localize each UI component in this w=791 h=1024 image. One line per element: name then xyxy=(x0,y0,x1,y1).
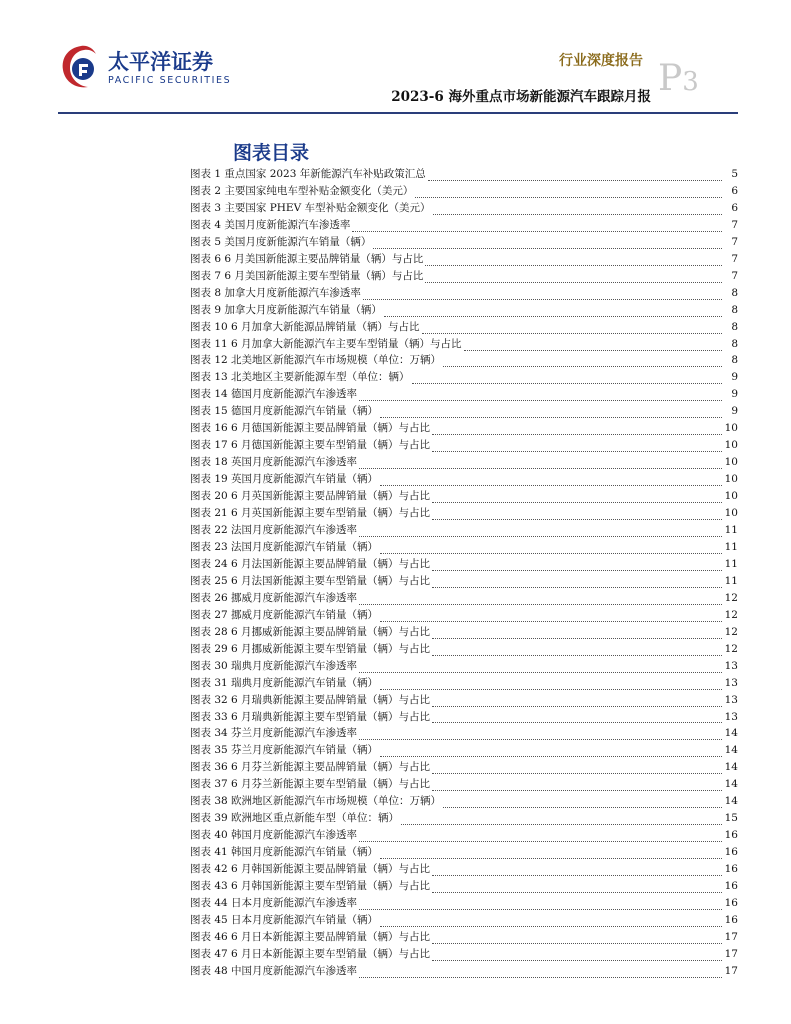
toc-entry-label[interactable]: 图表 6 6 月美国新能源主要品牌销量（辆）与占比 xyxy=(190,252,424,265)
toc-leader-dots xyxy=(432,509,722,520)
toc-entry[interactable] xyxy=(190,946,738,963)
toc-entry-page[interactable]: 15 xyxy=(724,812,738,825)
toc-entry[interactable] xyxy=(190,725,738,742)
toc-entry[interactable] xyxy=(190,861,738,878)
toc-entry-label[interactable]: 图表 42 6 月韩国新能源主要品牌销量（辆）与占比 xyxy=(190,863,431,876)
toc-entry-label[interactable]: 图表 40 韩国月度新能源汽车渗透率 xyxy=(190,829,358,842)
page-digit: 3 xyxy=(682,67,699,97)
toc-entry-label[interactable]: 图表 30 瑞典月度新能源汽车渗透率 xyxy=(190,659,358,672)
toc-entry-page[interactable]: 8 xyxy=(731,286,738,299)
toc-entry[interactable] xyxy=(190,624,738,641)
toc-entry-page[interactable]: 9 xyxy=(731,388,738,401)
toc-entry[interactable] xyxy=(190,827,738,844)
toc-entry[interactable] xyxy=(190,234,738,251)
report-title: 2023-6 海外重点市场新能源汽车跟踪月报 xyxy=(391,89,651,105)
toc-entry-label[interactable]: 图表 2 主要国家纯电车型补贴金额变化（美元） xyxy=(190,184,414,197)
toc-entry-label[interactable]: 图表 15 德国月度新能源汽车销量（辆） xyxy=(190,405,379,418)
toc-leader-dots xyxy=(432,577,722,588)
toc-entry-page[interactable]: 10 xyxy=(724,456,738,469)
toc-entry[interactable] xyxy=(190,709,738,726)
toc-entry-label[interactable]: 图表 18 英国月度新能源汽车渗透率 xyxy=(190,456,358,469)
toc-entry[interactable] xyxy=(190,302,738,319)
toc-entry-page[interactable]: 16 xyxy=(724,896,738,909)
toc-leader-dots xyxy=(380,475,722,486)
toc-entry-page[interactable]: 16 xyxy=(724,913,738,926)
toc-entry-page[interactable]: 11 xyxy=(724,557,738,570)
toc-leader-dots xyxy=(380,543,722,554)
toc-leader-dots xyxy=(412,373,722,384)
toc-leader-dots xyxy=(415,187,722,198)
toc-entry-label[interactable]: 图表 38 欧洲地区新能源汽车市场规模（单位：万辆） xyxy=(190,795,442,808)
toc-entry-page[interactable]: 14 xyxy=(724,761,738,774)
toc-leader-dots xyxy=(432,865,722,876)
toc-entry[interactable] xyxy=(190,590,738,607)
toc-leader-dots xyxy=(443,797,722,808)
toc-leader-dots xyxy=(432,645,722,656)
toc-entry-page[interactable]: 11 xyxy=(724,524,738,537)
toc-entry-label[interactable]: 图表 3 主要国家 PHEV 车型补贴金额变化（美元） xyxy=(190,201,431,214)
toc-entry-label[interactable]: 图表 35 芬兰月度新能源汽车销量（辆） xyxy=(190,744,379,757)
toc-entry-label[interactable]: 图表 10 6 月加拿大新能源品牌销量（辆）与占比 xyxy=(190,320,420,333)
toc-leader-dots xyxy=(359,526,722,537)
toc-entry[interactable] xyxy=(190,217,738,234)
toc-entry[interactable] xyxy=(190,776,738,793)
toc-entry[interactable] xyxy=(190,607,738,624)
toc-entry-page[interactable]: 16 xyxy=(724,880,738,893)
toc-entry-page[interactable]: 8 xyxy=(731,354,738,367)
page-number xyxy=(658,58,699,99)
toc-entry[interactable] xyxy=(190,336,738,353)
toc-leader-dots xyxy=(380,679,722,690)
toc-leader-dots xyxy=(359,594,722,605)
toc-entry-label[interactable]: 图表 46 6 月日本新能源主要品牌销量（辆）与占比 xyxy=(190,930,431,943)
toc-entry[interactable] xyxy=(190,522,738,539)
toc-entry[interactable] xyxy=(190,251,738,268)
toc-entry-page[interactable]: 7 xyxy=(731,218,738,231)
toc-leader-dots xyxy=(432,696,722,707)
brand-name-cn: 太平洋证券 xyxy=(108,50,213,74)
toc-leader-dots xyxy=(432,780,722,791)
toc-entry-label[interactable]: 图表 24 6 月法国新能源主要品牌销量（辆）与占比 xyxy=(190,557,431,570)
toc-entry[interactable] xyxy=(190,200,738,217)
toc-leader-dots xyxy=(373,238,722,249)
toc-entry[interactable] xyxy=(190,573,738,590)
toc-leader-dots xyxy=(384,306,722,317)
toc-leader-dots xyxy=(432,882,722,893)
toc-entry-page[interactable]: 16 xyxy=(724,863,738,876)
toc-entry[interactable] xyxy=(190,166,738,183)
toc-entry-page[interactable]: 14 xyxy=(724,778,738,791)
toc-entry[interactable] xyxy=(190,420,738,437)
toc-entry-page[interactable]: 8 xyxy=(731,337,738,350)
toc-entry[interactable] xyxy=(190,692,738,709)
toc-entry[interactable] xyxy=(190,454,738,471)
toc-leader-dots xyxy=(359,390,722,401)
toc-entry[interactable] xyxy=(190,505,738,522)
toc-entry-label[interactable]: 图表 7 6 月美国新能源主要车型销量（辆）与占比 xyxy=(190,269,424,282)
toc-entry[interactable] xyxy=(190,403,738,420)
toc-leader-dots xyxy=(432,441,722,452)
toc-leader-dots xyxy=(359,899,722,910)
toc-leader-dots xyxy=(359,662,722,673)
toc-entry-page[interactable]: 17 xyxy=(724,930,738,943)
toc-entry-page[interactable]: 14 xyxy=(724,727,738,740)
toc-entry-label[interactable]: 图表 36 6 月芬兰新能源主要品牌销量（辆）与占比 xyxy=(190,761,431,774)
toc-entry-page[interactable]: 16 xyxy=(724,829,738,842)
toc-entry[interactable] xyxy=(190,268,738,285)
toc-leader-dots xyxy=(380,407,722,418)
toc-entry-page[interactable]: 5 xyxy=(731,168,738,180)
toc-leader-dots xyxy=(380,848,722,859)
toc-entry[interactable] xyxy=(190,878,738,895)
toc-entry-label[interactable]: 图表 9 加拿大月度新能源汽车销量（辆） xyxy=(190,303,382,316)
header-divider xyxy=(58,112,738,114)
toc-leader-dots xyxy=(352,221,722,232)
toc-leader-dots xyxy=(443,356,722,367)
toc-leader-dots xyxy=(432,424,722,435)
logo-emblem-icon xyxy=(58,42,104,92)
toc-entry-page[interactable]: 12 xyxy=(724,591,738,604)
toc-leader-dots xyxy=(432,492,722,503)
toc-entry[interactable] xyxy=(190,929,738,946)
toc-entry-page[interactable]: 6 xyxy=(731,201,738,214)
toc-entry-label[interactable]: 图表 43 6 月韩国新能源主要车型销量（辆）与占比 xyxy=(190,880,431,893)
toc-leader-dots xyxy=(359,729,722,740)
toc-leader-dots xyxy=(432,933,722,944)
toc-entry-page[interactable]: 9 xyxy=(731,405,738,418)
toc-entry-label[interactable]: 图表 12 北美地区新能源汽车市场规模（单位：万辆） xyxy=(190,354,442,367)
toc-entry-page[interactable]: 14 xyxy=(724,795,738,808)
toc-leader-dots xyxy=(428,170,722,181)
toc-leader-dots xyxy=(432,950,722,961)
toc-leader-dots xyxy=(432,560,722,571)
toc-entry-label[interactable]: 图表 4 美国月度新能源汽车渗透率 xyxy=(190,218,351,231)
toc-entry-label[interactable]: 图表 8 加拿大月度新能源汽车渗透率 xyxy=(190,286,361,299)
toc-entry[interactable] xyxy=(190,912,738,929)
toc-entry-label[interactable]: 图表 19 英国月度新能源汽车销量（辆） xyxy=(190,473,379,486)
toc-entry[interactable] xyxy=(190,386,738,403)
toc-entry-label[interactable]: 图表 29 6 月挪威新能源主要车型销量（辆）与占比 xyxy=(190,642,431,655)
toc-entry-page[interactable]: 13 xyxy=(724,676,738,689)
toc-entry-label[interactable]: 图表 11 6 月加拿大新能源汽车主要车型销量（辆）与占比 xyxy=(190,337,462,350)
toc-entry[interactable] xyxy=(190,285,738,302)
toc-leader-dots xyxy=(359,967,722,978)
toc-leader-dots xyxy=(401,814,722,825)
toc-entry-label[interactable]: 图表 27 挪威月度新能源汽车销量（辆） xyxy=(190,608,379,621)
toc-entry-label[interactable]: 图表 44 日本月度新能源汽车渗透率 xyxy=(190,896,358,909)
toc-entry[interactable] xyxy=(190,793,738,810)
toc-entry-label[interactable]: 图表 20 6 月英国新能源主要品牌销量（辆）与占比 xyxy=(190,490,431,503)
toc-entry[interactable] xyxy=(190,844,738,861)
toc-leader-dots xyxy=(363,289,722,300)
brand-name-en: PACIFIC SECURITIES xyxy=(108,75,232,86)
toc-entry-page[interactable]: 17 xyxy=(724,964,738,977)
toc-entry-page[interactable]: 13 xyxy=(724,659,738,672)
toc-leader-dots xyxy=(425,255,722,266)
toc-entry-page[interactable]: 12 xyxy=(724,625,738,638)
toc-entry-label[interactable]: 图表 34 芬兰月度新能源汽车渗透率 xyxy=(190,727,358,740)
toc-entry-label[interactable]: 图表 23 法国月度新能源汽车销量（辆） xyxy=(190,540,379,553)
toc-entry-label[interactable]: 图表 31 瑞典月度新能源汽车销量（辆） xyxy=(190,676,379,689)
toc-leader-dots xyxy=(433,204,723,215)
toc-entry-label[interactable]: 图表 1 重点国家 2023 年新能源汽车补贴政策汇总 xyxy=(190,168,426,180)
toc-entry-page[interactable]: 17 xyxy=(724,947,738,960)
toc-entry-page[interactable]: 6 xyxy=(731,184,738,197)
toc-entry-page[interactable]: 13 xyxy=(724,710,738,723)
toc-leader-dots xyxy=(422,323,722,334)
toc-entry-label[interactable]: 图表 16 6 月德国新能源主要品牌销量（辆）与占比 xyxy=(190,422,431,435)
toc-entry-page[interactable]: 8 xyxy=(731,303,738,316)
toc-leader-dots xyxy=(432,628,722,639)
toc-leader-dots xyxy=(425,272,722,283)
toc-leader-dots xyxy=(380,916,722,927)
toc-entry-label[interactable]: 图表 45 日本月度新能源汽车销量（辆） xyxy=(190,913,379,926)
toc-entry[interactable] xyxy=(190,539,738,556)
toc-entry-label[interactable]: 图表 13 北美地区主要新能源车型（单位：辆） xyxy=(190,371,410,384)
report-type: 行业深度报告 xyxy=(559,53,643,69)
toc-entry-page[interactable]: 10 xyxy=(724,473,738,486)
toc-entry-page[interactable]: 8 xyxy=(731,320,738,333)
toc-entry[interactable] xyxy=(190,437,738,454)
toc-entry-label[interactable]: 图表 32 6 月瑞典新能源主要品牌销量（辆）与占比 xyxy=(190,693,431,706)
toc-leader-dots xyxy=(432,763,722,774)
toc-leader-dots xyxy=(380,611,722,622)
toc-entry-label[interactable]: 图表 37 6 月芬兰新能源主要车型销量（辆）与占比 xyxy=(190,778,431,791)
toc-entry-label[interactable]: 图表 5 美国月度新能源汽车销量（辆） xyxy=(190,235,372,248)
toc-entry[interactable] xyxy=(190,488,738,505)
toc-entry[interactable] xyxy=(190,369,738,386)
toc-entry-page[interactable]: 13 xyxy=(724,693,738,706)
toc-list xyxy=(190,166,738,980)
toc-entry-label[interactable]: 图表 22 法国月度新能源汽车渗透率 xyxy=(190,524,358,537)
toc-entry-label[interactable]: 图表 33 6 月瑞典新能源主要车型销量（辆）与占比 xyxy=(190,710,431,723)
company-logo xyxy=(58,42,268,102)
toc-leader-dots xyxy=(432,712,722,723)
toc-entry-label[interactable]: 图表 39 欧洲地区重点新能车型（单位：辆） xyxy=(190,812,400,825)
toc-entry-label[interactable]: 图表 21 6 月英国新能源主要车型销量（辆）与占比 xyxy=(190,507,431,520)
toc-entry-page[interactable]: 12 xyxy=(724,642,738,655)
toc-entry-page[interactable]: 11 xyxy=(724,540,738,553)
toc-entry[interactable] xyxy=(190,471,738,488)
toc-entry-page[interactable]: 10 xyxy=(724,439,738,452)
toc-entry[interactable] xyxy=(190,675,738,692)
toc-leader-dots xyxy=(359,831,722,842)
toc-entry-page[interactable]: 10 xyxy=(724,490,738,503)
toc-entry-label[interactable]: 图表 28 6 月挪威新能源主要品牌销量（辆）与占比 xyxy=(190,625,431,638)
toc-entry-page[interactable]: 7 xyxy=(731,252,738,265)
toc-leader-dots xyxy=(380,746,722,757)
toc-entry[interactable] xyxy=(190,759,738,776)
toc-entry-label[interactable]: 图表 26 挪威月度新能源汽车渗透率 xyxy=(190,591,358,604)
toc-entry-label[interactable]: 图表 41 韩国月度新能源汽车销量（辆） xyxy=(190,846,379,859)
toc-heading: 图表目录 xyxy=(233,142,310,164)
toc-entry[interactable] xyxy=(190,810,738,827)
toc-entry-page[interactable]: 12 xyxy=(724,608,738,621)
toc-entry-label[interactable]: 图表 14 德国月度新能源汽车渗透率 xyxy=(190,388,358,401)
toc-entry-page[interactable]: 10 xyxy=(724,422,738,435)
toc-entry[interactable] xyxy=(190,658,738,675)
toc-entry[interactable] xyxy=(190,895,738,912)
toc-entry[interactable] xyxy=(190,183,738,200)
toc-leader-dots xyxy=(464,340,722,351)
page-header xyxy=(0,0,791,120)
toc-entry[interactable] xyxy=(190,641,738,658)
toc-entry[interactable] xyxy=(190,352,738,369)
toc-entry[interactable] xyxy=(190,742,738,759)
toc-entry-page[interactable]: 7 xyxy=(731,235,738,248)
toc-entry-page[interactable]: 14 xyxy=(724,744,738,757)
toc-leader-dots xyxy=(359,458,722,469)
toc-entry[interactable] xyxy=(190,556,738,573)
toc-entry-label[interactable]: 图表 17 6 月德国新能源主要车型销量（辆）与占比 xyxy=(190,439,431,452)
toc-entry-page[interactable]: 16 xyxy=(724,846,738,859)
page-letter: P xyxy=(658,58,683,99)
toc-entry-label[interactable]: 图表 25 6 月法国新能源主要车型销量（辆）与占比 xyxy=(190,574,431,587)
toc-entry-label[interactable]: 图表 48 中国月度新能源汽车渗透率 xyxy=(190,964,358,977)
toc-entry-page[interactable]: 11 xyxy=(724,574,738,587)
toc-entry[interactable] xyxy=(190,963,738,980)
toc-entry-label[interactable]: 图表 47 6 月日本新能源主要车型销量（辆）与占比 xyxy=(190,947,431,960)
toc-entry-page[interactable]: 10 xyxy=(724,507,738,520)
toc-entry-page[interactable]: 9 xyxy=(731,371,738,384)
toc-entry-page[interactable]: 7 xyxy=(731,269,738,282)
toc-entry[interactable] xyxy=(190,319,738,336)
